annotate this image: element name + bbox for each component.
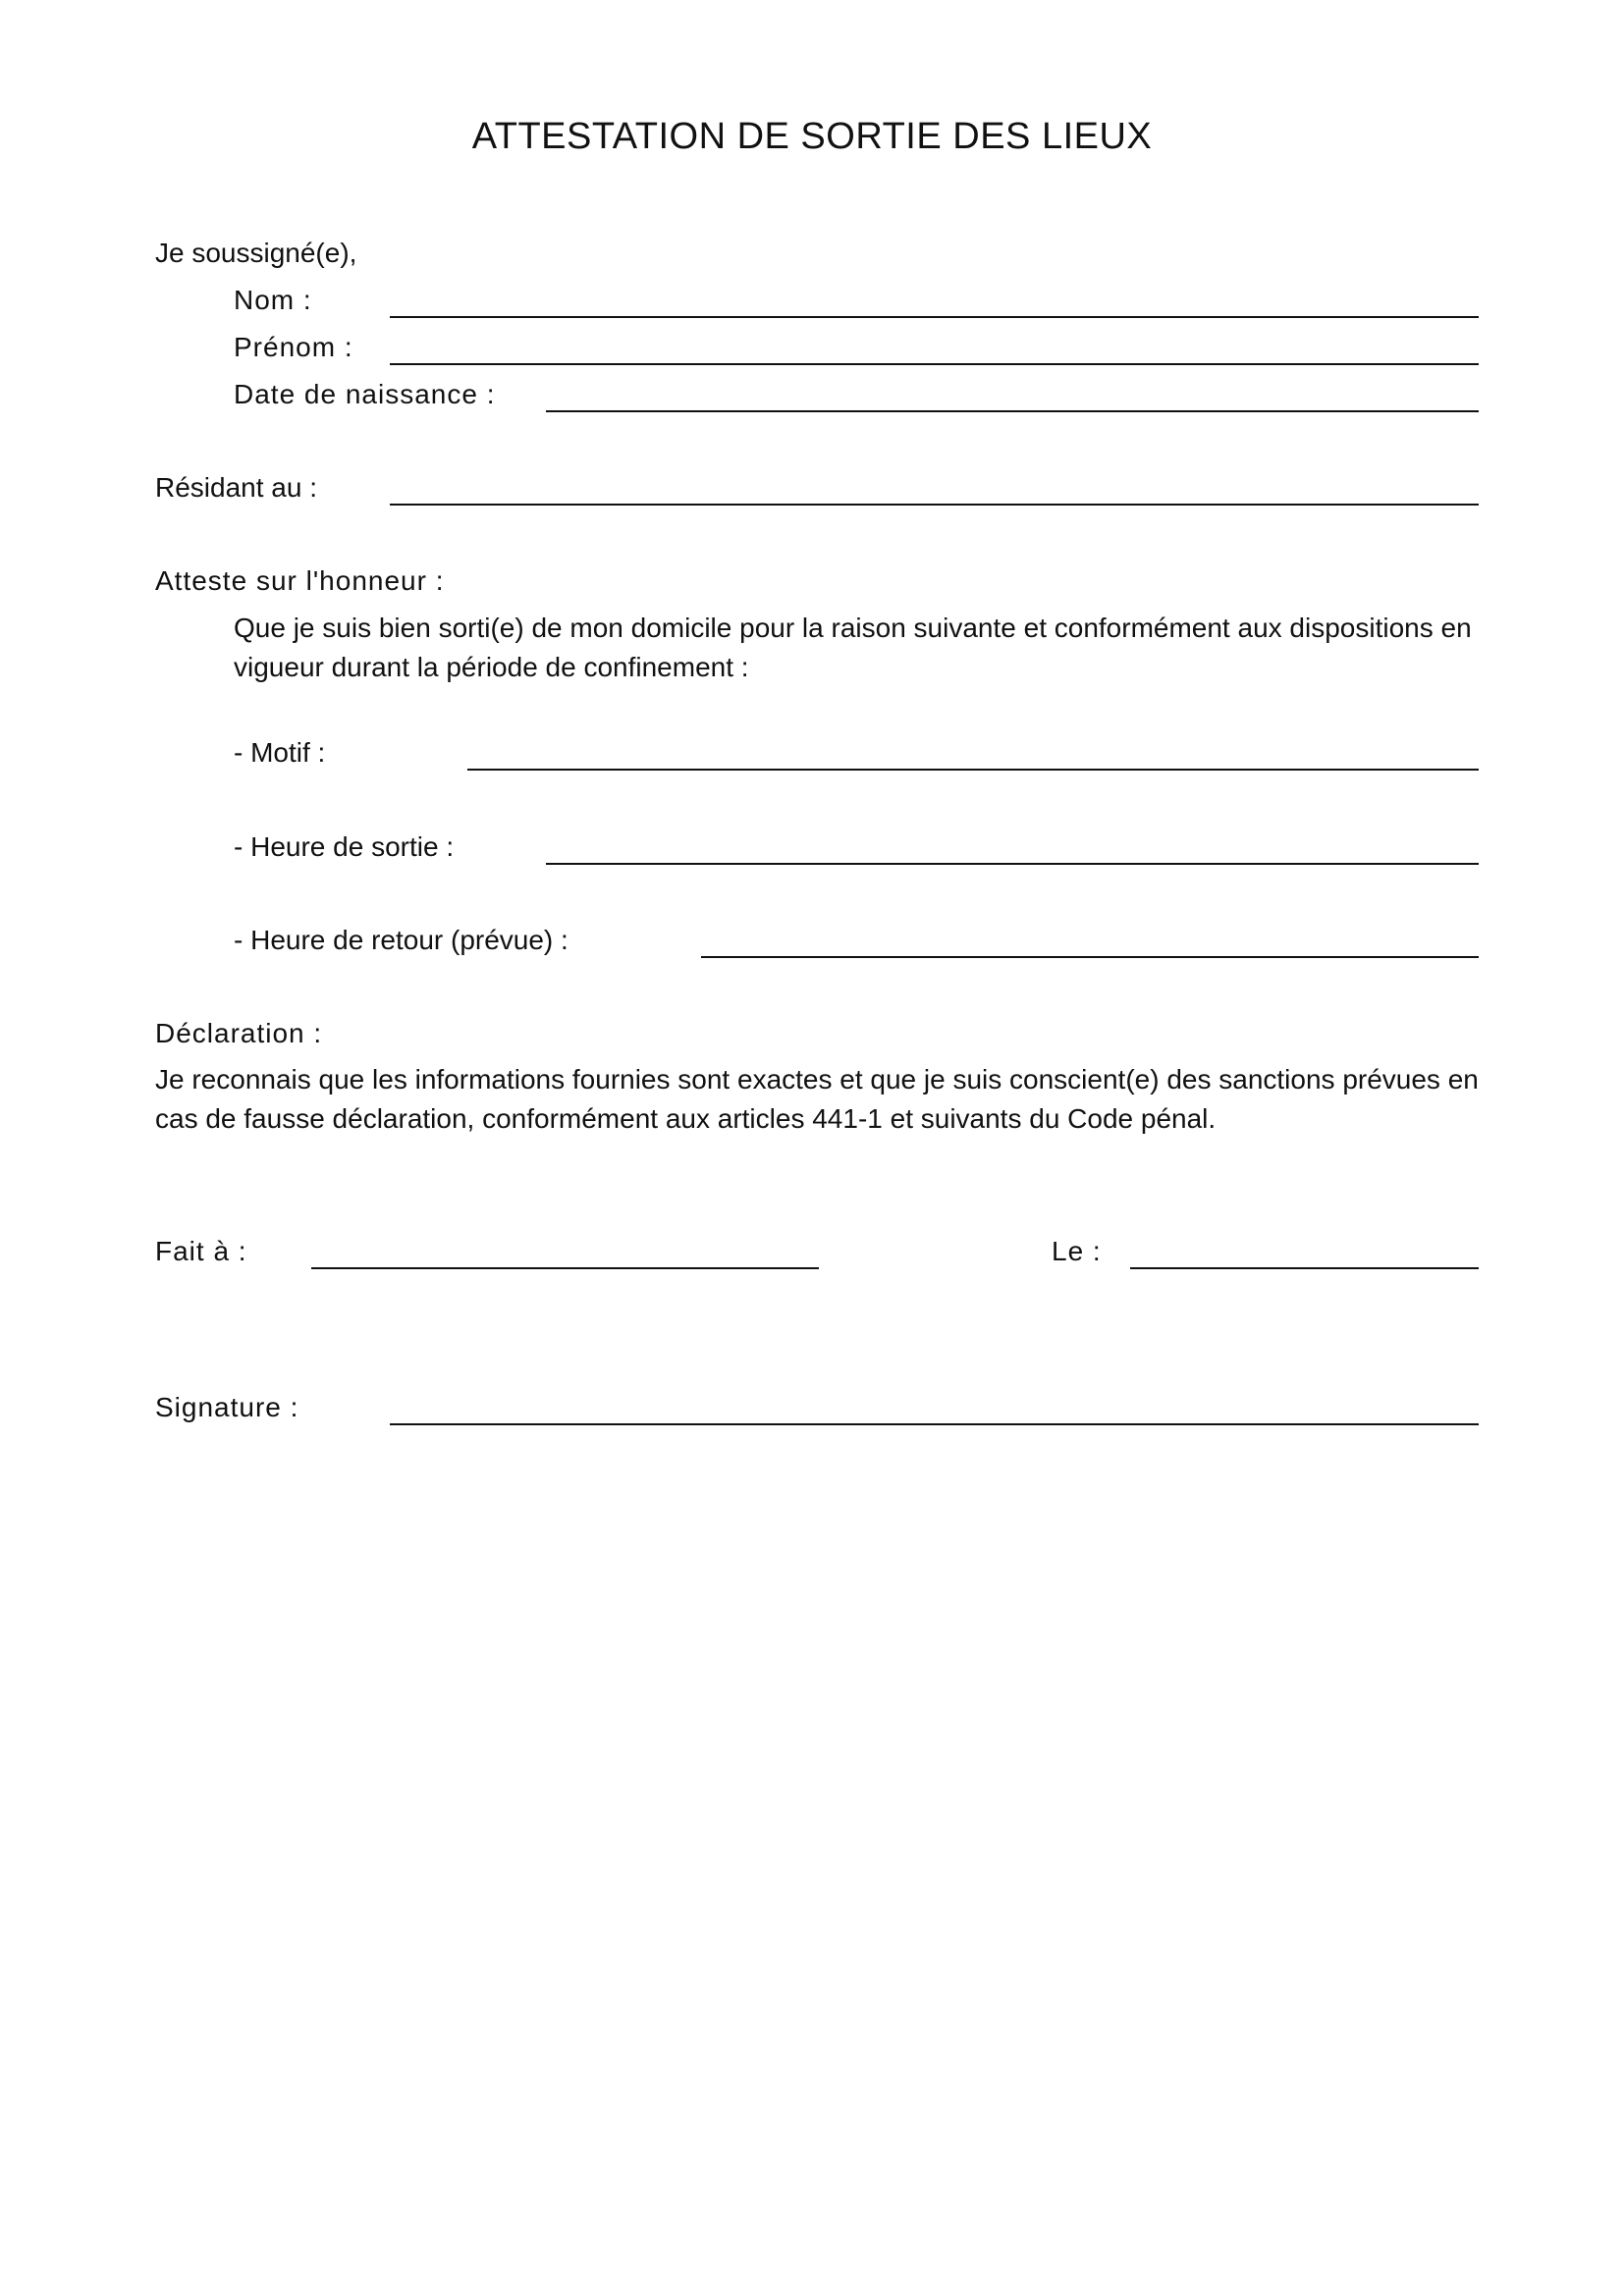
heure-retour-label: - Heure de retour (prévue) : (234, 925, 568, 955)
nom-field-line[interactable] (390, 316, 1479, 318)
honneur-text: Que je suis bien sorti(e) de mon domicile pour la raison suivante et conformément aux dispositions en vigueur durant la période de confinement : (234, 613, 1472, 682)
date-naissance-label: Date de naissance : (234, 379, 496, 409)
le-label: Le : (1052, 1236, 1102, 1266)
heure-sortie-label: - Heure de sortie : (234, 831, 455, 862)
fait-a-field-line[interactable] (311, 1267, 819, 1269)
fait-a-label: Fait à : (155, 1236, 247, 1266)
prenom-field-line[interactable] (390, 363, 1479, 365)
nom-label: Nom : (234, 285, 312, 315)
signature-label: Signature : (155, 1392, 299, 1422)
heure-retour-field-line[interactable] (701, 956, 1479, 958)
residant-label: Résidant au : (155, 472, 317, 503)
document-title: ATTESTATION DE SORTIE DES LIEUX (471, 116, 1153, 157)
residant-field-line[interactable] (390, 504, 1479, 506)
motif-field-line[interactable] (467, 769, 1479, 771)
motif-label: - Motif : (234, 737, 326, 768)
declaration-text: Je reconnais que les informations fournies sont exactes et que je suis conscient(e) des sanctions prévues en cas de fausse déclaration, conformément aux articles 441-1 et suivants du Code pénal. (155, 1064, 1479, 1134)
declaration-heading: Déclaration : (155, 1018, 323, 1048)
le-field-line[interactable] (1130, 1267, 1479, 1269)
heure-sortie-field-line[interactable] (546, 863, 1479, 865)
date-naissance-field-line[interactable] (546, 410, 1479, 412)
signature-field-line[interactable] (390, 1423, 1479, 1425)
prenom-label: Prénom : (234, 332, 353, 362)
honneur-heading: Atteste sur l'honneur : (155, 565, 445, 596)
intro-text: Je soussigné(e), (155, 238, 357, 268)
